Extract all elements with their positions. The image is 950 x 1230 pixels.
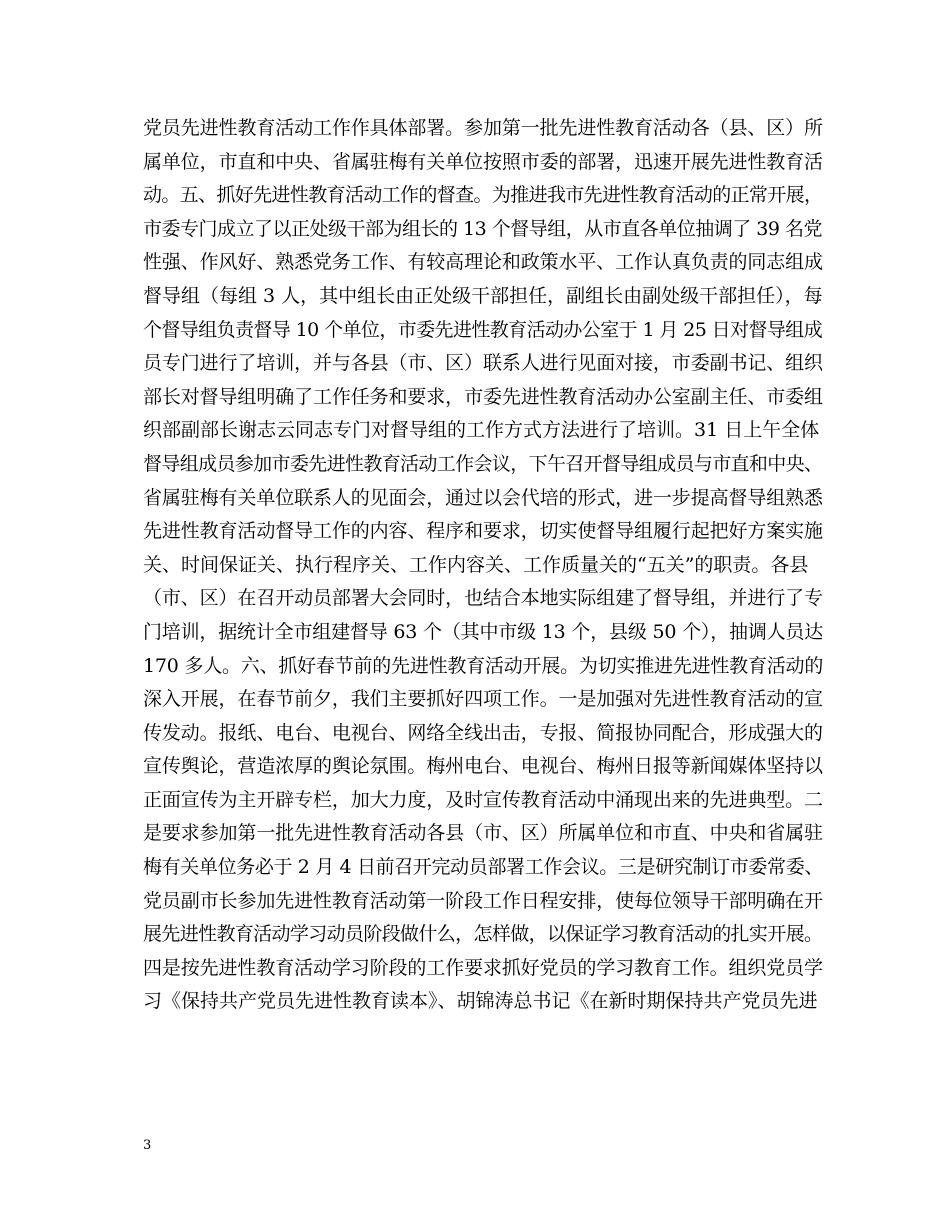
text-line: 正面宣传为主开辟专栏，加大力度，及时宣传教育活动中涌现出来的先进典型。二 [143, 788, 823, 811]
text-line: 门培训，据统计全市组建督导 63 个（其中市级 13 个，县级 50 个），抽调人员达 [143, 620, 824, 643]
text-line: 市委专门成立了以正处级干部为组长的 13 个督导组，从市直各单位抽调了 39 名党 [143, 217, 823, 240]
text-line: 梅有关单位务必于 2 月 4 日前召开完动员部署工作会议。三是研究制订市委常委、 [143, 856, 823, 879]
text-line: 关、时间保证关、执行程序关、工作内容关、工作质量关的“五关”的职责。各县 [143, 553, 809, 576]
text-line: 督导组成员参加市委先进性教育活动工作会议，下午召开督导组成员与市直和中央、 [143, 452, 823, 475]
text-line: 展先进性教育活动学习动员阶段做什么，怎样做，以保证学习教育活动的扎实开展。 [143, 923, 823, 946]
text-line: 深入开展，在春节前夕，我们主要抓好四项工作。一是加强对先进性教育活动的宣 [143, 688, 823, 711]
text-line: 习《保持共产党员先进性教育读本》、胡锦涛总书记《在新时期保持共产党员先进 [143, 990, 818, 1013]
text-line: 部长对督导组明确了工作任务和要求，市委先进性教育活动办公室副主任、市委组 [143, 385, 823, 408]
text-line: 省属驻梅有关单位联系人的见面会，通过以会代培的形式，进一步提高督导组熟悉 [143, 486, 823, 509]
text-line: 先进性教育活动督导工作的内容、程序和要求，切实使督导组履行起把好方案实施 [143, 520, 823, 543]
text-line: 四是按先进性教育活动学习阶段的工作要求抓好党员的学习教育工作。组织党员学 [143, 956, 823, 979]
text-line: 员专门进行了培训，并与各县（市、区）联系人进行见面对接，市委副书记、组织 [143, 352, 823, 375]
text-line: 性强、作风好、熟悉党务工作、有较高理论和政策水平、工作认真负责的同志组成 [143, 251, 823, 274]
page-number: 3 [143, 1138, 152, 1153]
text-line: 党员副市长参加先进性教育活动第一阶段工作日程安排，使每位领导干部明确在开 [143, 889, 823, 912]
text-line: 宣传舆论，营造浓厚的舆论氛围。梅州电台、电视台、梅州日报等新闻媒体坚持以 [143, 755, 823, 778]
text-line: 动。五、抓好先进性教育活动工作的督查。为推进我市先进性教育活动的正常开展， [143, 184, 823, 207]
text-line: （市、区）在召开动员部署大会同时，也结合本地实际组建了督导组，并进行了专 [143, 587, 823, 610]
text-line: 个督导组负责督导 10 个单位，市委先进性教育活动办公室于 1 月 25 日对督导组成 [143, 318, 823, 341]
text-line: 是要求参加第一批先进性教育活动各县（市、区）所属单位和市直、中央和省属驻 [143, 822, 823, 845]
text-line: 党员先进性教育活动工作作具体部署。参加第一批先进性教育活动各（县、区）所 [143, 117, 823, 139]
text-line: 170 多人。六、抓好春节前的先进性教育活动开展。为切实推进先进性教育活动的 [143, 654, 824, 677]
text-line: 属单位，市直和中央、省属驻梅有关单位按照市委的部署，迅速开展先进性教育活 [143, 150, 823, 173]
text-line: 织部副部长谢志云同志专门对督导组的工作方式方法进行了培训。31 日上午全体 [143, 419, 820, 442]
text-line: 传发动。报纸、电台、电视台、网络全线出击，专报、简报协同配合，形成强大的 [143, 721, 823, 744]
body-text [143, 112, 823, 1019]
text-line: 督导组（每组 3 人，其中组长由正处级干部担任，副组长由副处级干部担任），每 [143, 284, 823, 307]
